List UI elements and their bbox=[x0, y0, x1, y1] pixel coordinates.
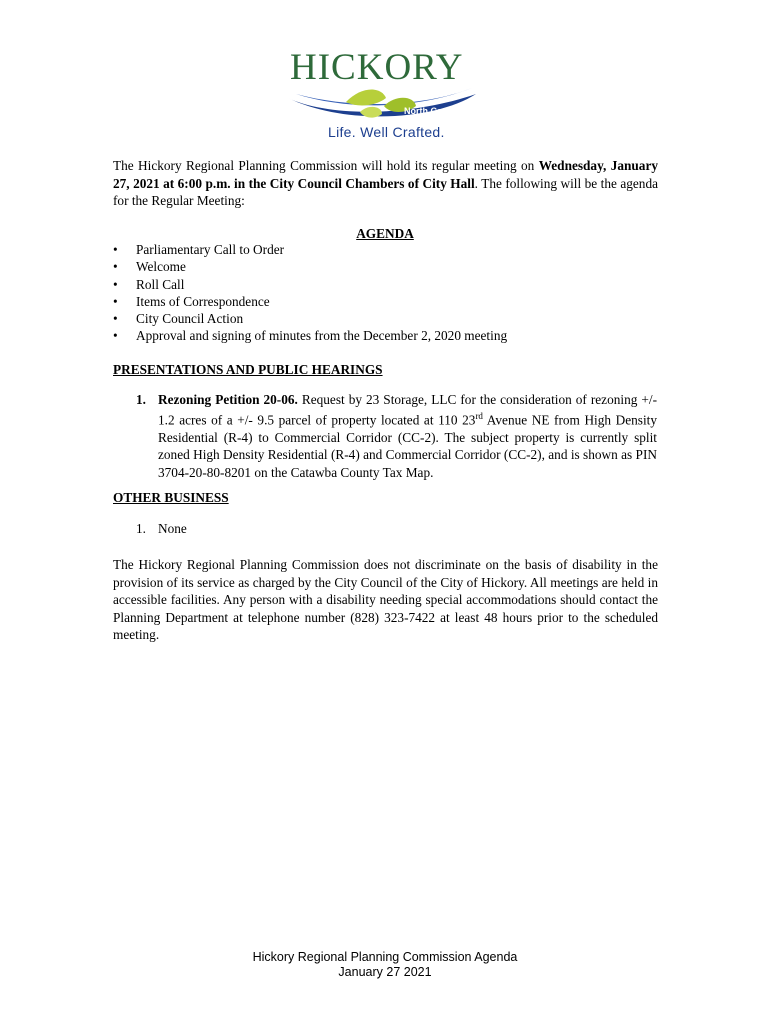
list-item bbox=[113, 327, 507, 344]
meeting-datetime-location: Wednesday, January 27, 2021 at 6:00 p.m. in the City Council Chambers of City Hall bbox=[113, 158, 658, 191]
footer-title: Hickory Regional Planning Commission Agenda bbox=[252, 950, 518, 964]
bullet-icon: • bbox=[113, 293, 118, 309]
agenda-item-label: Parliamentary Call to Order bbox=[136, 242, 285, 257]
item-text: None bbox=[158, 521, 187, 536]
agenda-item-label: Approval and signing of minutes from the December 2, 2020 meeting bbox=[136, 328, 508, 344]
item-title: Rezoning Petition 20-06. bbox=[158, 392, 298, 407]
intro-text-start: The Hickory Regional Planning Commission will hold its regular meeting on bbox=[113, 158, 539, 173]
intro-text-end: . The following will be the agenda for the Regular Meeting: bbox=[113, 175, 658, 208]
other-business-heading: OTHER BUSINESS bbox=[113, 490, 229, 505]
bullet-icon: • bbox=[113, 259, 118, 275]
list-item bbox=[113, 258, 507, 275]
list-item bbox=[113, 293, 507, 310]
bullet-icon: • bbox=[113, 311, 118, 327]
footer-date: January 27 2021 bbox=[338, 965, 432, 979]
agenda-item-label: City Council Action bbox=[136, 311, 244, 327]
item-number: 1. bbox=[136, 521, 146, 536]
agenda-heading: AGENDA bbox=[356, 226, 414, 241]
rezoning-petition-item bbox=[136, 391, 657, 481]
logo-tagline: Life. Well Crafted. bbox=[328, 124, 445, 140]
nondiscrimination-paragraph: The Hickory Regional Planning Commission does not discriminate on the basis of disability in the provision of its service as charged by the City Council of the City of Hickory. All meetings are held in accessible facilities. Any person with a disability needing special accommodations should contact the Planning Department at telephone number (828) 323-7422 at least 48 hours prior to the scheduled meeting. bbox=[113, 557, 658, 642]
agenda-list bbox=[113, 241, 507, 345]
agenda-item-label: Welcome bbox=[136, 259, 186, 275]
ordinal-suffix: rd bbox=[475, 411, 483, 422]
list-item bbox=[113, 276, 507, 293]
bullet-icon: • bbox=[113, 276, 118, 292]
logo-wordmark: HICKORY bbox=[290, 47, 464, 88]
logo-state-label: North Carolina bbox=[404, 106, 467, 116]
agenda-item-label: Roll Call bbox=[136, 276, 185, 292]
item-text bbox=[158, 391, 657, 481]
bullet-icon: • bbox=[113, 242, 118, 257]
bullet-icon: • bbox=[113, 328, 118, 344]
item-number: 1. bbox=[136, 392, 146, 407]
list-item bbox=[113, 310, 507, 327]
other-business-item bbox=[136, 521, 187, 537]
list-item bbox=[113, 241, 507, 258]
presentations-heading: PRESENTATIONS AND PUBLIC HEARINGS bbox=[113, 362, 383, 377]
hickory-logo bbox=[286, 46, 482, 146]
agenda-item-label: Items of Correspondence bbox=[136, 293, 270, 309]
intro-paragraph bbox=[113, 157, 658, 210]
item-text-part-a: Request by 23 Storage, LLC for the consideration of rezoning +/- 1.2 acres of a +/- 9.5 parcel of property located at 110 23 bbox=[158, 392, 657, 428]
item-text-part-b: Avenue NE from High Density Residential (R-4) to Commercial Corridor (CC-2). The subject property is currently split zoned High Density Residential (R-4) and Commercial Corridor (CC-2), and is shown as PIN 3704-20-80-8201 on the Catawba County Tax Map. bbox=[158, 412, 657, 480]
